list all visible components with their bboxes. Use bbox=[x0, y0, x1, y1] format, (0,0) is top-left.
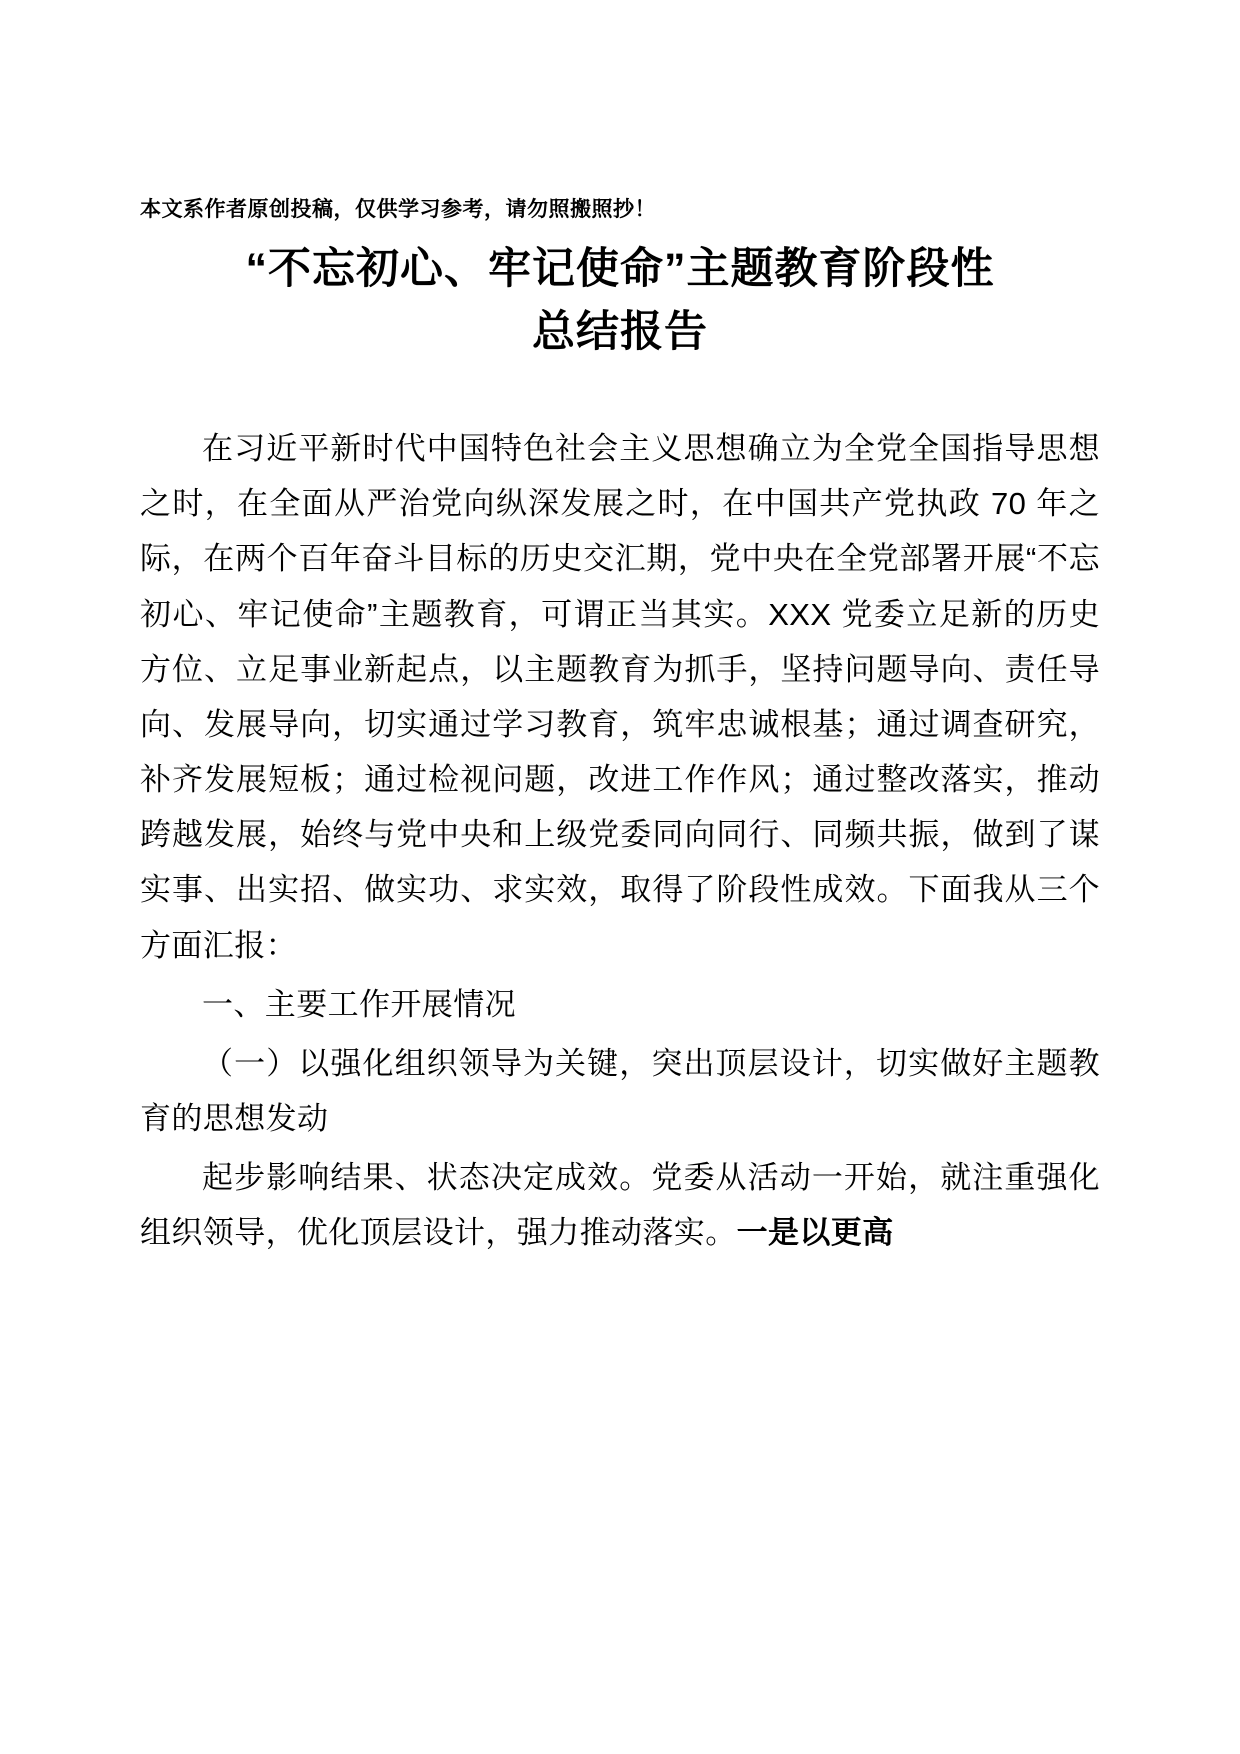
page-title-line-2: 总结报告 bbox=[532, 307, 708, 356]
copyright-notice: 本文系作者原创投稿，仅供学习参考，请勿照搬照抄！ bbox=[140, 198, 656, 221]
heading-section-one: 一、主要工作开展情况 bbox=[202, 986, 516, 1022]
paragraph-text-emphasis: 一是以更高 bbox=[736, 1215, 894, 1251]
page-title-line-1: “不忘初心、牢记使命”主题教育阶段性 bbox=[245, 245, 995, 294]
page-title bbox=[140, 238, 1100, 363]
document-body bbox=[140, 421, 1100, 1261]
paragraph-intro: 在习近平新时代中国特色社会主义思想确立为全党全国指导思想之时，在全面从严治党向纵深发展之时，在中国共产党执政 70 年之际，在两个百年奋斗目标的历史交汇期，党中央在全党部署开展“不忘初心、牢记使命”主题教育，可谓正当其实。XXX 党委立足新的历史方位、立足事业新起点，以主题教育为抓手，坚持问题导向、责任导向、发展导向，切实通过学习教育，筑牢忠诚根基；通过调查研究，补齐发展短板；通过检视问题，改进工作作风；通过整改落实，推动跨越发展，始终与党中央和上级党委同向同行、同频共振，做到了谋实事、出实招、做实功、求实效，取得了阶段性成效。下面我从三个方面汇报： bbox=[140, 431, 1100, 963]
heading-subsection-one: （一）以强化组织领导为关键，突出顶层设计，切实做好主题教育的思想发动 bbox=[140, 1045, 1100, 1137]
paragraph-text-normal: 起步影响结果、状态决定成效。党委从活动一开始，就注重强化组织领导，优化顶层设计，强力推动落实。 bbox=[140, 1160, 1100, 1251]
paragraph-subsection-one-body bbox=[140, 1150, 1100, 1260]
